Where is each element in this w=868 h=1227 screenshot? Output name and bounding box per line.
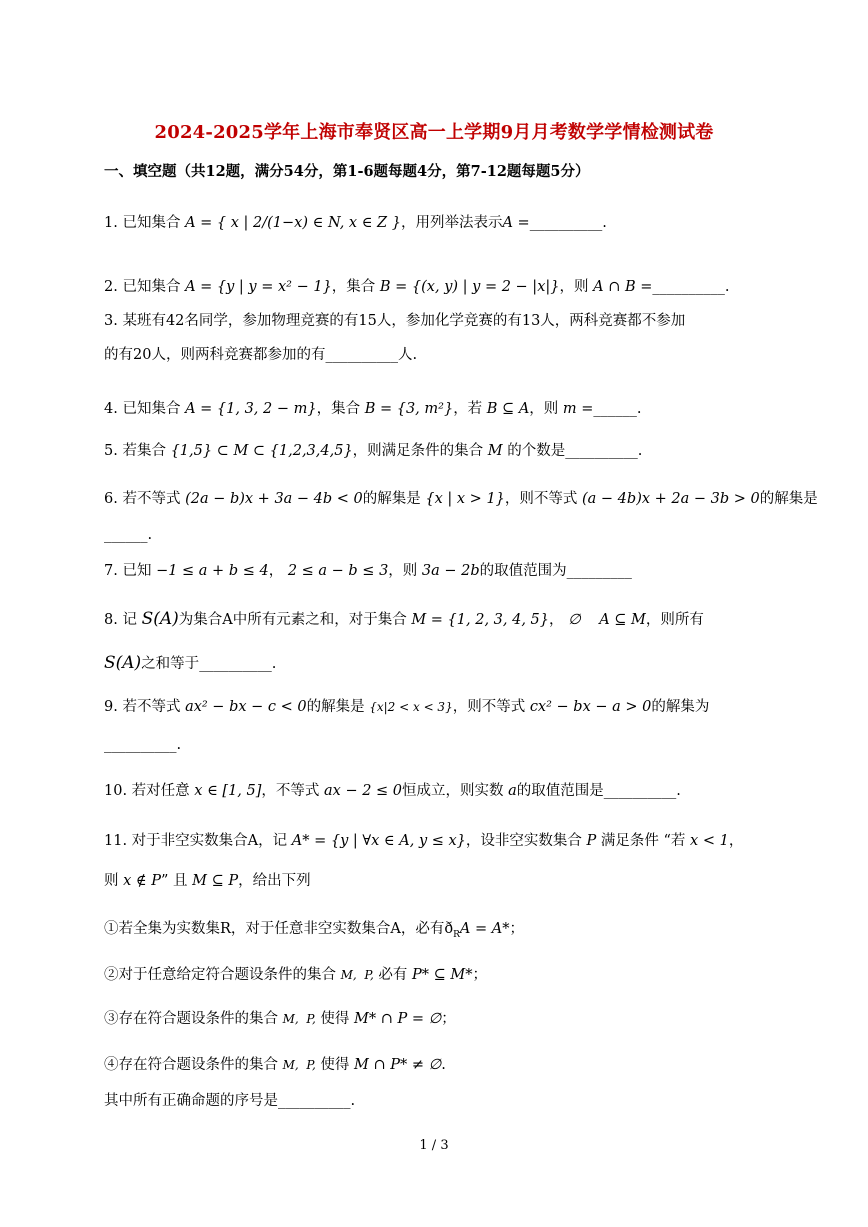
question-text: 满足条件 “若	[600, 833, 686, 849]
document-title: 2024-2025学年上海市奉贤区高一上学期9月月考数学学情检测试卷	[154, 122, 714, 143]
question-text: 对于非空实数集合A，记	[131, 833, 288, 849]
question-2	[104, 276, 729, 298]
math-expression: S(A)	[104, 653, 142, 673]
answer-blank[interactable]: __________.	[529, 215, 607, 231]
question-text: .	[441, 1057, 446, 1073]
question-number: 3.	[104, 313, 118, 329]
question-1	[104, 212, 607, 234]
question-text: 已知集合	[122, 401, 181, 417]
math-expression: B = {3, m²}	[364, 401, 454, 417]
math-expression: x ∈ [1, 5]	[194, 783, 262, 799]
question-text: ；	[509, 921, 524, 937]
question-6	[104, 488, 818, 510]
proposition-1	[104, 918, 524, 946]
math-expression: a	[508, 783, 517, 799]
math-expression: B ⊆ A	[486, 401, 530, 417]
question-number: 11.	[104, 833, 128, 849]
question-text: 已知集合	[122, 279, 181, 295]
question-number: 2.	[104, 279, 118, 295]
question-3	[104, 310, 685, 332]
question-text: 若不等式	[122, 699, 181, 715]
math-expression: B = {(x, y) | y = 2 − |x|}	[379, 279, 560, 295]
question-number: 5.	[104, 443, 118, 459]
question-text: ，若	[453, 401, 483, 417]
question-text: ，不等式	[261, 783, 320, 799]
math-expression: x ∉ P	[123, 873, 161, 889]
answer-blank[interactable]: ______.	[104, 527, 153, 543]
question-text: 某班有42名同学，参加物理竞赛的有15人，参加化学竞赛的有13人，两科竞赛都不参加	[122, 313, 686, 329]
math-expression: A =	[502, 215, 530, 231]
question-text: ，	[728, 833, 744, 849]
math-expression: M, P,	[282, 1012, 316, 1026]
math-expression: A ∩ B =	[593, 279, 653, 295]
math-expression: M ∩ P* ≠ ∅	[354, 1057, 442, 1073]
question-text: ，则	[388, 563, 418, 579]
math-expression: S(A)	[141, 609, 179, 629]
question-11-final	[104, 1090, 355, 1112]
question-number: 9.	[104, 699, 118, 715]
question-text: ，集合	[316, 401, 361, 417]
question-5	[104, 440, 642, 462]
question-text: ，集合	[331, 279, 376, 295]
question-9	[104, 696, 709, 718]
math-expression: P* ⊆ M*	[412, 967, 473, 983]
question-text: 已知	[122, 563, 152, 579]
question-text: ③存在符合题设条件的集合	[104, 1011, 278, 1027]
answer-blank[interactable]: _________	[566, 563, 632, 579]
question-text: 使得	[320, 1011, 350, 1027]
answer-blank[interactable]: __________.	[565, 443, 643, 459]
question-text: ，则	[559, 279, 589, 295]
answer-blank[interactable]: __________.	[603, 783, 681, 799]
question-10	[104, 780, 681, 802]
question-text: ，则满足条件的集合	[352, 443, 484, 459]
question-number: 6.	[104, 491, 118, 507]
answer-blank[interactable]: __________.	[104, 737, 182, 753]
question-text: 恒成立，则实数	[402, 783, 504, 799]
math-expression: A = {1, 3, 2 − m}	[185, 401, 317, 417]
question-6-continued	[104, 524, 152, 546]
question-text: 若不等式	[122, 491, 181, 507]
question-text: 的个数是	[507, 443, 566, 459]
question-text: ②对于任意给定符合题设条件的集合	[104, 967, 336, 983]
question-text: ；	[472, 967, 487, 983]
question-number: 10.	[104, 783, 128, 799]
math-expression: cx² − bx − a > 0	[529, 699, 652, 715]
math-expression: 2 ≤ a − b ≤ 3	[287, 563, 389, 579]
math-expression: P	[586, 833, 597, 849]
question-text: 记	[122, 612, 137, 628]
question-text: 的取值范围是	[516, 783, 604, 799]
complement-symbol: ð	[444, 921, 454, 937]
question-text: ，则	[529, 401, 559, 417]
question-text: 的取值范围为	[479, 563, 567, 579]
math-expression: x < 1	[690, 833, 729, 849]
page-number: 1 / 3	[419, 1138, 449, 1153]
math-expression: (a − 4b)x + 2a − 3b > 0	[582, 491, 760, 507]
question-number: 8.	[104, 612, 118, 628]
math-expression: M, P,	[340, 968, 374, 982]
math-expression: ax − 2 ≤ 0	[324, 783, 403, 799]
math-expression: −1 ≤ a + b ≤ 4	[156, 563, 269, 579]
math-expression: M ⊆ P	[192, 873, 239, 889]
question-text: ；	[441, 1011, 456, 1027]
question-text: ” 且	[161, 873, 188, 889]
math-expression: {x|2 < x < 3}	[369, 700, 453, 714]
math-expression: M, P,	[282, 1058, 316, 1072]
question-11-line-2	[104, 870, 311, 892]
question-text: 若对任意	[131, 783, 190, 799]
question-text: 的解集是	[306, 699, 365, 715]
question-text: ，	[268, 563, 284, 579]
math-expression: M* ∩ P = ∅	[354, 1011, 442, 1027]
question-3-continued	[104, 344, 417, 366]
math-expression: {1,5} ⊂ M ⊂ {1,2,3,4,5}	[170, 443, 353, 459]
question-8	[104, 608, 704, 631]
question-11	[104, 830, 743, 852]
question-number: 7.	[104, 563, 118, 579]
question-text: 已知集合	[122, 215, 181, 231]
question-text: 为集合A中所有元素之和，对于集合	[178, 612, 407, 628]
math-expression: {x | x > 1}	[425, 491, 505, 507]
question-text: ，给出下列	[238, 873, 311, 889]
question-text: 之和等于	[141, 656, 200, 672]
answer-blank[interactable]: __________.	[199, 656, 277, 672]
question-text: 其中所有正确命题的序号是__________.	[104, 1093, 356, 1109]
question-text: 的有20人，则两科竞赛都参加的有__________人.	[104, 347, 418, 363]
math-expression: ∅ A ⊆ M	[568, 612, 646, 628]
question-text: ，则不等式	[452, 699, 526, 715]
question-text: ，则不等式	[504, 491, 578, 507]
math-subscript: R	[453, 929, 460, 940]
question-text: ，则所有	[645, 612, 704, 628]
proposition-2	[104, 964, 487, 986]
question-number: 4.	[104, 401, 118, 417]
question-text: 的解集为	[651, 699, 710, 715]
math-expression: 3a − 2b	[421, 563, 480, 579]
question-text: 的解集是	[759, 491, 818, 507]
question-text: 若集合	[122, 443, 166, 459]
question-text: ，设非空实数集合	[465, 833, 582, 849]
answer-blank[interactable]: __________.	[652, 279, 730, 295]
question-text: ①若全集为实数集R，对于任意非空实数集合A，必有	[104, 921, 445, 937]
question-text: 必有	[378, 967, 408, 983]
question-text: ④存在符合题设条件的集合	[104, 1057, 278, 1073]
question-7	[104, 560, 632, 582]
math-expression: A* = {y | ∀x ∈ A, y ≤ x}	[291, 833, 466, 849]
answer-blank[interactable]: ______.	[593, 401, 642, 417]
proposition-3	[104, 1008, 456, 1030]
question-text: 则	[104, 873, 119, 889]
question-9-continued	[104, 734, 181, 756]
proposition-4	[104, 1054, 446, 1076]
math-expression: M	[487, 443, 503, 459]
math-expression: ax² − bx − c < 0	[185, 699, 307, 715]
question-text: ，用列举法表示	[400, 215, 503, 231]
math-expression: (2a − b)x + 3a − 4b < 0	[185, 491, 363, 507]
math-expression: A = {y | y = x² − 1}	[185, 279, 332, 295]
section-header: 一、填空题（共12题，满分54分，第1-6题每题4分，第7-12题每题5分）	[104, 163, 590, 180]
question-text: ，	[549, 612, 564, 628]
question-text: 使得	[320, 1057, 350, 1073]
math-expression: A = A*	[459, 921, 510, 937]
question-text: 的解集是	[362, 491, 421, 507]
question-4	[104, 398, 642, 420]
question-8-continued	[104, 652, 276, 675]
math-set-a: A = { x | 2/(1−x) ∈ N, x ∈ Z }	[185, 215, 401, 231]
question-number: 1.	[104, 215, 118, 231]
math-expression: m =	[562, 401, 594, 417]
math-expression: M = {1, 2, 3, 4, 5}	[411, 612, 550, 628]
